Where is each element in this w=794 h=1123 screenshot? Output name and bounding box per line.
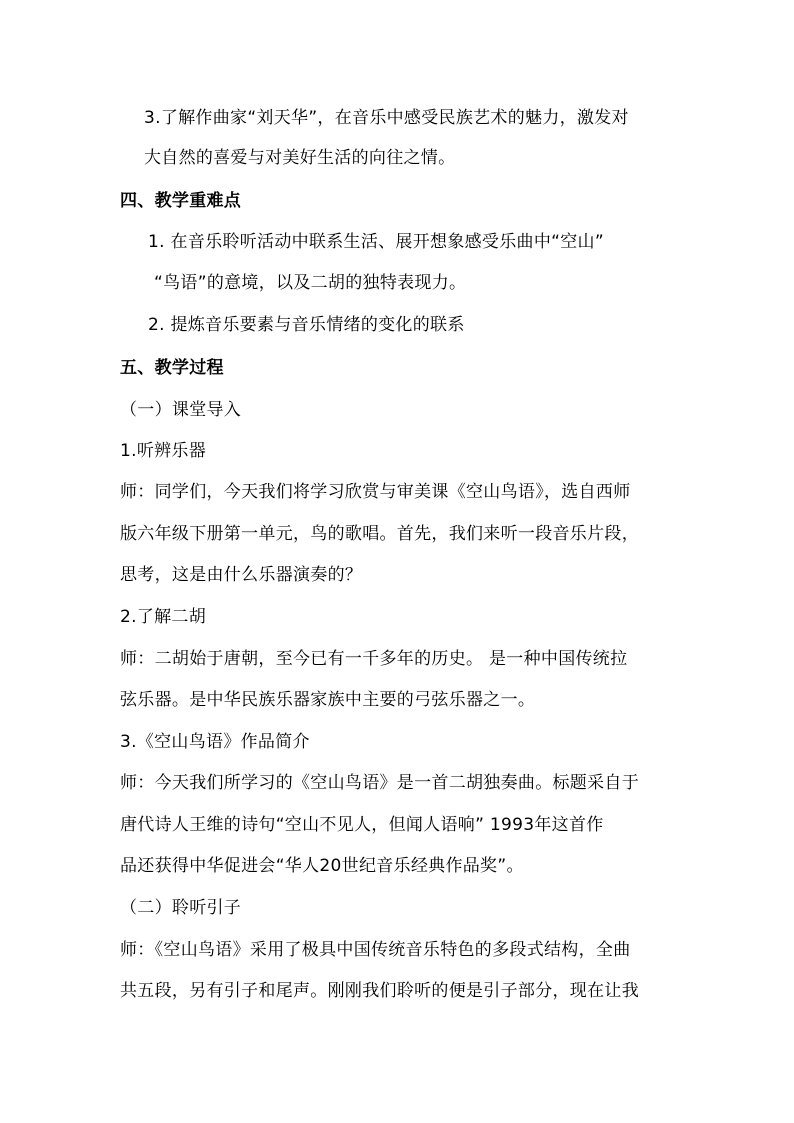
key-point-2: 2. 提炼音乐要素与音乐情绪的变化的联系 bbox=[148, 315, 465, 335]
objective-line-2: 大自然的喜爱与对美好生活的向往之情。 bbox=[144, 148, 456, 168]
subsection-title-listening: （二）聆听引子 bbox=[120, 898, 242, 918]
step-1-text-line-3: 思考，这是由什么乐器演奏的？ bbox=[120, 565, 363, 585]
step-3-text-line-3: 品还获得中华促进会“华人20世纪音乐经典作品奖”。 bbox=[120, 856, 524, 876]
step-2-title: 2.了解二胡 bbox=[120, 607, 207, 627]
listening-text-line-2: 共五段，另有引子和尾声。刚刚我们聆听的便是引子部分，现在让我 bbox=[120, 981, 639, 1001]
objective-line-1: 3.了解作曲家“刘天华”，在音乐中感受民族艺术的魅力，激发对 bbox=[144, 108, 629, 128]
step-1-text-line-1: 师：同学们，今天我们将学习欣赏与审美课《空山鸟语》，选自西师 bbox=[120, 482, 631, 502]
section-heading-key-points: 四、教学重难点 bbox=[120, 191, 242, 211]
step-3-title: 3.《空山鸟语》作品简介 bbox=[120, 732, 310, 752]
section-heading-teaching-process: 五、教学过程 bbox=[120, 358, 224, 378]
step-1-title: 1.听辨乐器 bbox=[120, 441, 207, 461]
key-point-1-line-2: “鸟语”的意境，以及二胡的独特表现力。 bbox=[154, 273, 467, 293]
step-1-text-line-2: 版六年级下册第一单元，鸟的歌唱。首先，我们来听一段音乐片段， bbox=[120, 524, 639, 544]
listening-text-line-1: 师：《空山鸟语》采用了极具中国传统音乐特色的多段式结构，全曲 bbox=[120, 940, 631, 960]
step-3-text-line-1: 师：今天我们所学习的《空山鸟语》是一首二胡独奏曲。标题采自于 bbox=[120, 773, 639, 793]
step-3-text-line-2: 唐代诗人王维的诗句“空山不见人，但闻人语响” 1993年这首作 bbox=[120, 815, 604, 835]
key-point-1-line-1: 1. 在音乐聆听活动中联系生活、展开想象感受乐曲中“空山” bbox=[148, 232, 604, 252]
subsection-title-intro: （一）课堂导入 bbox=[120, 400, 242, 420]
step-2-text-line-2: 弦乐器。是中华民族乐器家族中主要的弓弦乐器之一。 bbox=[120, 690, 536, 710]
step-2-text-line-1: 师：二胡始于唐朝，至今已有一千多年的历史。 是一种中国传统拉 bbox=[120, 649, 628, 669]
